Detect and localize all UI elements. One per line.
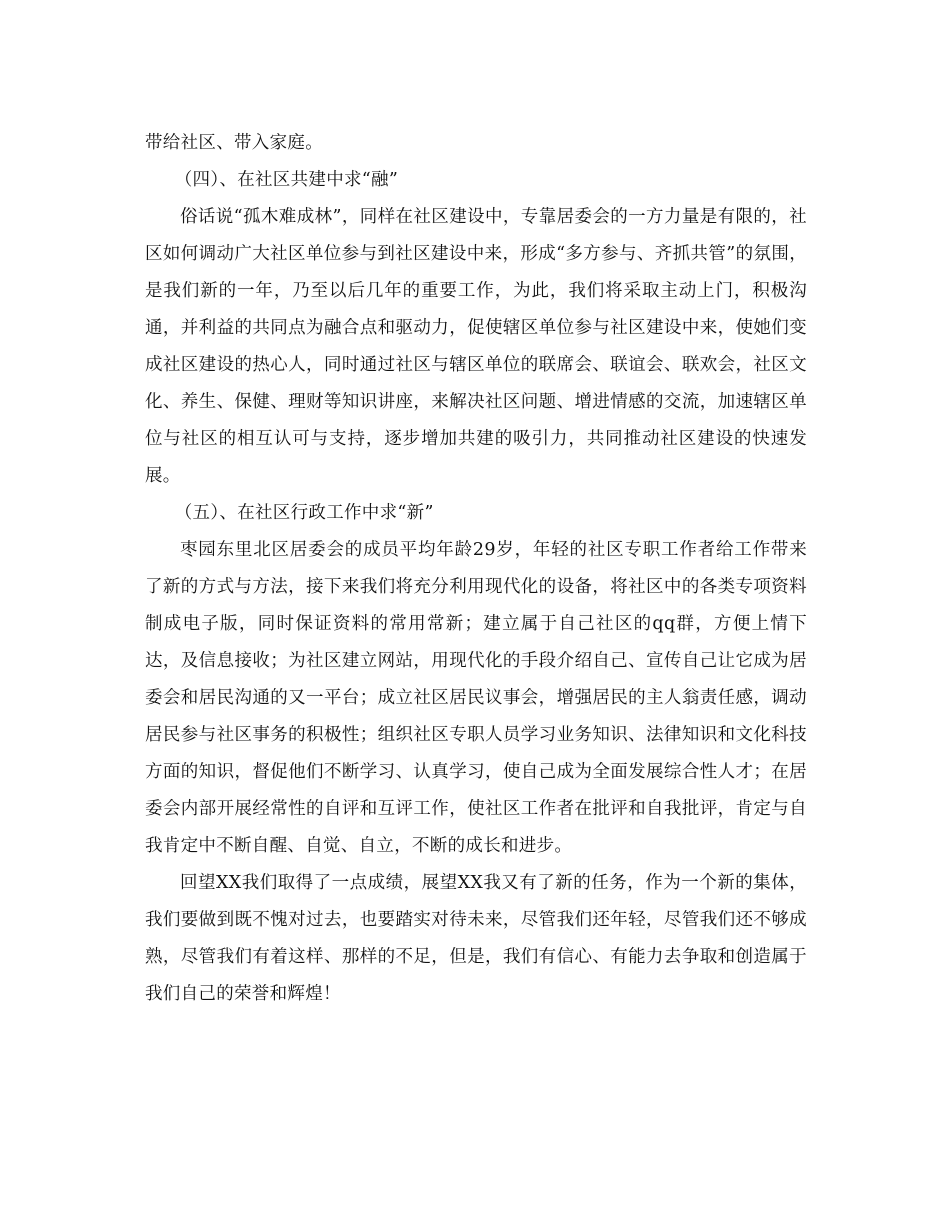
body-paragraph-administration: 枣园东里北区居委会的成员平均年龄29岁，年轻的社区专职工作者给工作带来了新的方式与方法，接下来我们将充分利用现代化的设备，将社区中的各类专项资料制成电子版，同时保证资料的常用常新；建立属于自己社区的qq群，方便上情下达，及信息接收；为社区建立网站，用现代化的手段介绍自己、宣传自己让它成为居委会和居民沟通的又一平台；成立社区居民议事会，增强居民的主人翁责任感，调动居民参与社区事务的积极性；组织社区专职人员学习业务知识、法律知识和文化科技方面的知识，督促他们不断学习、认真学习，使自己成为全面发展综合性人才；在居委会内部开展经常性的自评和互评工作，使社区工作者在批评和自我批评，肯定与自我肯定中不断自醒、自觉、自立，不断的成长和进步。 [145,540,807,856]
document-body [145,125,807,1013]
section-heading-five: （五）、在社区行政工作中求“新” [174,503,434,523]
body-paragraph-conclusion: 回望XX我们取得了一点成绩，展望XX我又有了新的任务，作为一个新的集体，我们要做到既不愧对过去，也要踏实对待未来，尽管我们还年轻，尽管我们还不够成熟，尽管我们有着这样、那样的不足，但是，我们有信心、有能力去争取和创造属于我们自己的荣誉和辉煌！ [145,873,807,1004]
section-heading-four: （四）、在社区共建中求“融” [174,170,399,190]
body-paragraph-community-cobuilding: 俗话说“孤木难成林”，同样在社区建设中，专靠居委会的一方力量是有限的，社区如何调动广大社区单位参与到社区建设中来，形成“多方参与、齐抓共管”的氛围，是我们新的一年，乃至以后几年的重要工作，为此，我们将采取主动上门，积极沟通，并利益的共同点为融合点和驱动力，促使辖区单位参与社区建设中来，使她们变成社区建设的热心人，同时通过社区与辖区单位的联席会、联谊会、联欢会，社区文化、养生、保健、理财等知识讲座，来解决社区问题、增进情感的交流，加速辖区单位与社区的相互认可与支持，逐步增加共建的吸引力，共同推动社区建设的快速发展。 [145,207,807,486]
continuation-paragraph: 带给社区、带入家庭。 [145,133,323,153]
